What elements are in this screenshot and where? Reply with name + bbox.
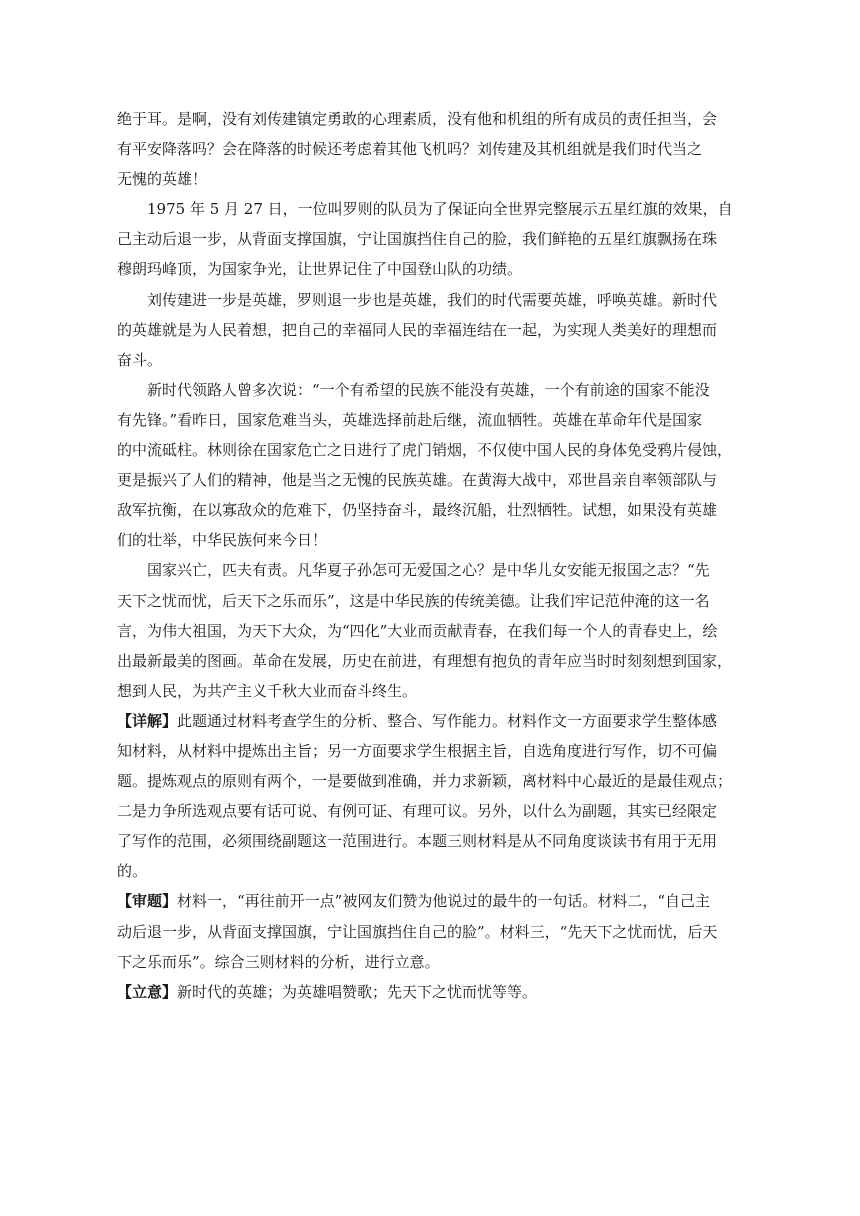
thesis-section (117, 977, 745, 1007)
line: 穆朗玛峰顶，为国家争光，让世界记住了中国登山队的功绩。 (117, 260, 523, 279)
line: 们的壮举，中华民族何来今日！ (117, 531, 328, 550)
paragraph-4 (117, 375, 745, 556)
line: 敌军抗衡，在以寡敌众的危难下，仍坚持奋斗，最终沉船，壮烈牺牲。试想，如果没有英雄 (117, 501, 718, 520)
line: 的英雄就是为人民着想，把自己的幸福同人民的幸福连结在一起，为实现人类美好的理想而 (117, 320, 718, 339)
review-label: 【审题】 (117, 892, 178, 911)
paragraph-2 (117, 194, 745, 284)
line: 了写作的范围，必须围绕副题这一范围进行。本题三则材料是从不同角度谈读书有用于无用 (117, 832, 718, 851)
line: 出最新最美的图画。革命在发展，历史在前进，有理想有抱负的青年应当时时刻刻想到国家， (117, 651, 733, 670)
line: 1975 年 5 月 27 日，一位叫罗则的队员为了保证向全世界完整展示五星红旗的效果，自 (147, 200, 733, 219)
line: 材料一，“再往前开一点”被网友们赞为他说过的最牛的一句话。材料二，“自己主 (177, 892, 711, 911)
detail-label: 【详解】 (117, 711, 178, 730)
line: 国家兴亡，匹夫有责。凡华夏子孙怎可无爱国之心？是中华儿女安能无报国之志？“先 (147, 561, 710, 580)
line: 天下之忧而忧，后天下之乐而乐”，这是中华民族的传统美德。让我们牢记范仲淹的这一名 (117, 591, 710, 610)
line: 奋斗。 (117, 350, 163, 369)
paragraph-3 (117, 285, 745, 375)
paragraph-5 (117, 555, 745, 705)
line: 的中流砥柱。林则徐在国家危亡之日进行了虎门销烟，不仅使中国人民的身体免受鸦片侵蚀， (117, 441, 733, 460)
line: 二是力争所选观点要有话可说、有例可证、有理可议。另外，以什么为副题，其实已经限定 (117, 802, 718, 821)
line: 刘传建进一步是英雄，罗则退一步也是英雄，我们的时代需要英雄，呼唤英雄。新时代 (147, 290, 718, 309)
line: 新时代的英雄；为英雄唱赞歌；先天下之忧而忧等等。 (177, 982, 538, 1001)
line: 下之乐而乐”。综合三则材料的分析，进行立意。 (117, 952, 440, 971)
paragraph-1 (117, 104, 745, 194)
line: 新时代领路人曾多次说：“一个有希望的民族不能没有英雄，一个有前途的国家不能没 (147, 380, 710, 399)
line: 知材料，从材料中提炼出主旨；另一方面要求学生根据主旨，自选角度进行写作，切不可偏 (117, 741, 718, 760)
line: 此题通过材料考查学生的分析、整合、写作能力。材料作文一方面要求学生整体感 (177, 711, 718, 730)
thesis-label: 【立意】 (117, 982, 178, 1001)
detail-section (117, 706, 745, 887)
document-body (117, 104, 745, 1007)
line: 更是振兴了人们的精神，他是当之无愧的民族英雄。在黄海大战中，邓世昌亲自率领部队与 (117, 471, 718, 490)
line: 题。提炼观点的原则有两个，一是要做到准确，并力求新颖，离材料中心最近的是最佳观点； (117, 772, 733, 791)
line: 有先锋。”看昨日，国家危难当头，英雄选择前赴后继，流血牺牲。英雄在革命年代是国家 (117, 410, 703, 429)
line: 绝于耳。是啊，没有刘传建镇定勇敢的心理素质，没有他和机组的所有成员的责任担当，会 (117, 110, 718, 128)
line: 无愧的英雄！ (117, 170, 208, 189)
line: 己主动后退一步，从背面支撑国旗，宁让国旗挡住自己的脸，我们鲜艳的五星红旗飘扬在珠 (117, 230, 718, 249)
line: 想到人民，为共产主义千秋大业而奋斗终生。 (117, 681, 418, 700)
review-section (117, 886, 745, 976)
line: 动后退一步，从背面支撑国旗，宁让国旗挡住自己的脸”。材料三，“先天下之忧而忧，后天 (117, 922, 718, 941)
line: 的。 (117, 862, 148, 881)
line: 有平安降落吗？会在降落的时候还考虑着其他飞机吗？刘传建及其机组就是我们时代当之 (117, 140, 703, 159)
line: 言，为伟大祖国，为天下大众，为“四化”大业而贡献青春，在我们每一个人的青春史上，绘 (117, 621, 718, 640)
